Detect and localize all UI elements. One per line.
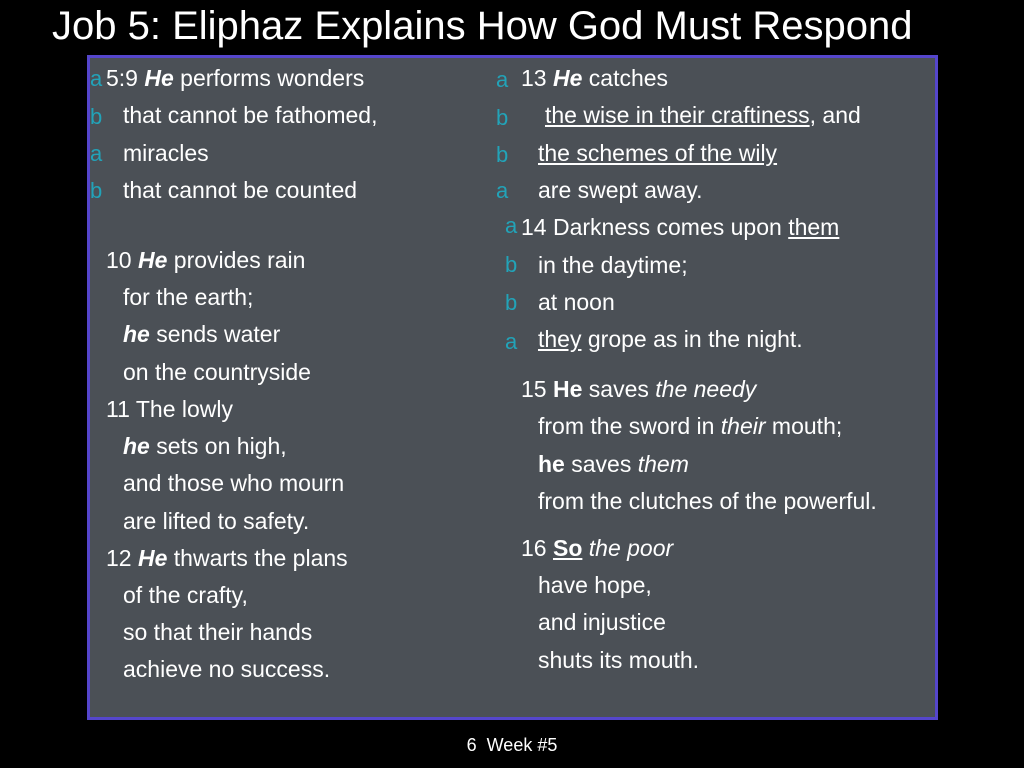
footer-text: Week #5: [486, 735, 558, 755]
slide-number: 6: [466, 735, 477, 755]
chiasm-marker: b: [90, 104, 103, 129]
verse-line: that cannot be fathomed,: [123, 102, 378, 128]
verse-line: are lifted to safety.: [123, 508, 310, 534]
verse-line: of the crafty,: [123, 582, 248, 608]
verse-line: 11 The lowly: [106, 396, 233, 422]
verse-line: and those who mourn: [123, 470, 345, 496]
verse-line: he sends water: [123, 321, 281, 347]
verse-line: 5:9 He performs wonders: [106, 65, 365, 91]
chiasm-marker: b: [496, 142, 509, 167]
verse-line: so that their hands: [123, 619, 313, 645]
verse-line: 16 So the poor: [521, 535, 674, 561]
verse-line: 13 He catches: [521, 65, 669, 91]
chiasm-marker: a: [90, 141, 103, 166]
verse-line: shuts its mouth.: [538, 647, 700, 673]
verse-line: he sets on high,: [123, 433, 287, 459]
verse-line: the schemes of the wily: [538, 140, 778, 166]
chiasm-marker: b: [90, 178, 103, 203]
verse-line: the wise in their craftiness, and: [545, 102, 861, 128]
chiasm-marker: a: [496, 67, 509, 92]
verse-line: have hope,: [538, 572, 652, 598]
verse-line: 14 Darkness comes upon them: [521, 214, 840, 240]
verse-line: they grope as in the night.: [538, 326, 803, 352]
chiasm-marker: b: [496, 105, 509, 130]
slide-title: Job 5: Eliphaz Explains How God Must Respond: [52, 4, 913, 48]
verse-line: from the clutches of the powerful.: [538, 488, 877, 514]
verse-line: 10 He provides rain: [106, 247, 306, 273]
verse-line: for the earth;: [123, 284, 254, 310]
chiasm-marker: a: [90, 66, 103, 91]
verse-line: he saves them: [538, 451, 689, 477]
verse-line: in the daytime;: [538, 252, 688, 278]
verse-line: miracles: [123, 140, 209, 166]
slide-footer: [0, 733, 1024, 757]
verse-line: 15 He saves the needy: [521, 376, 757, 402]
verse-line: are swept away.: [538, 177, 703, 203]
verse-line: achieve no success.: [123, 656, 331, 682]
chiasm-marker: a: [496, 178, 509, 203]
verse-line: 12 He thwarts the plans: [106, 545, 348, 571]
verse-line: from the sword in their mouth;: [538, 413, 843, 439]
verse-line: and injustice: [538, 609, 666, 635]
verse-line: at noon: [538, 289, 615, 315]
chiasm-marker: a: [505, 329, 518, 354]
chiasm-marker: a: [505, 213, 518, 238]
verse-line: on the countryside: [123, 359, 311, 385]
verse-line: that cannot be counted: [123, 177, 358, 203]
chiasm-marker: b: [505, 290, 518, 315]
chiasm-marker: b: [505, 252, 518, 277]
